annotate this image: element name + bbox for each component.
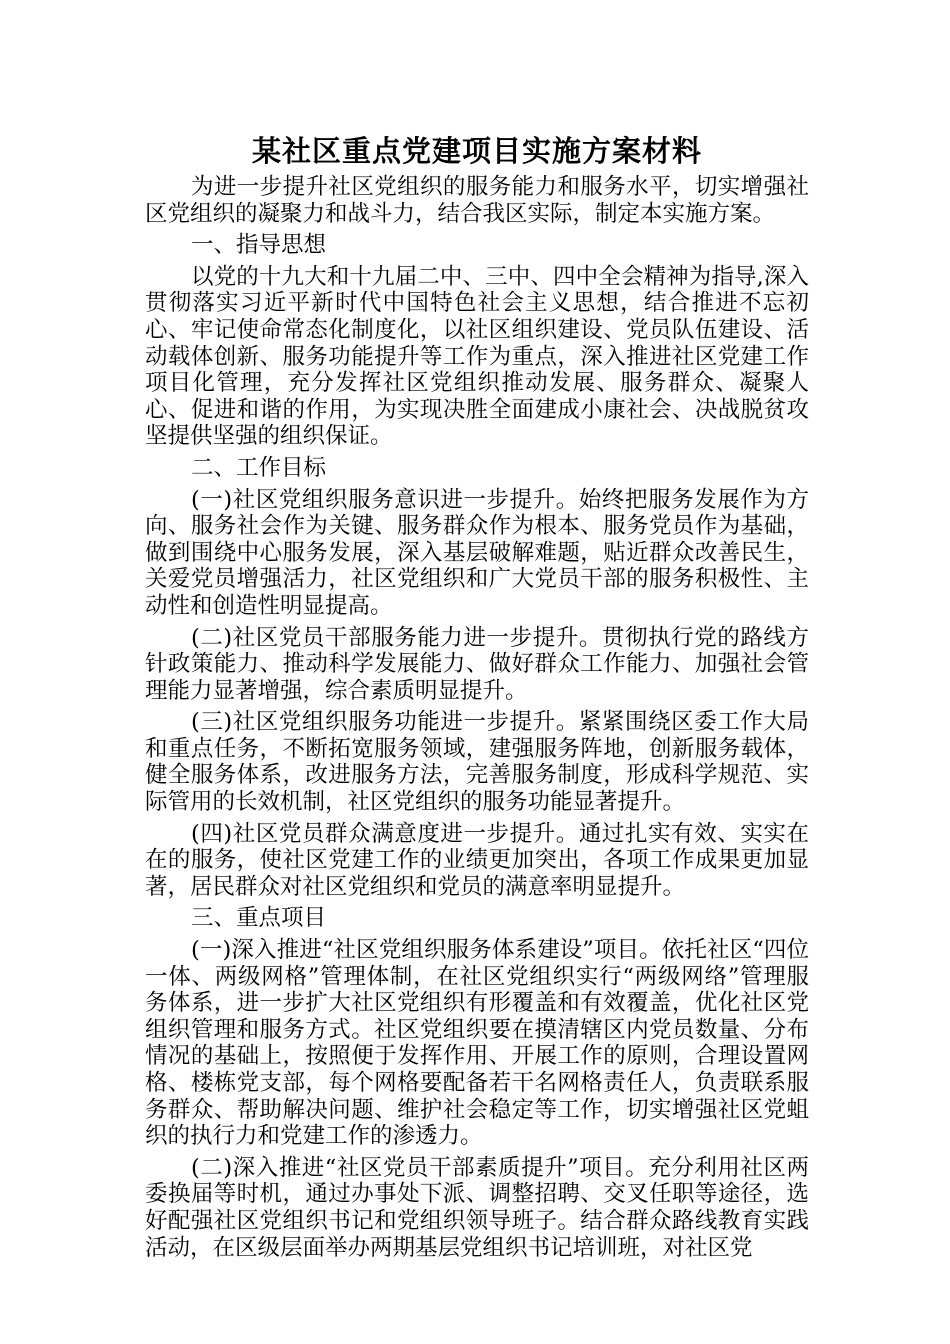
document-page <box>145 130 809 1266</box>
section-heading-key-projects: 三、重点项目 <box>191 905 327 932</box>
guiding-thought-paragraph: 以党的十九大和十九届二中、三中、四中全会精神为指导,深入贯彻落实习近平新时代中国特色社会主义思想，结合推进不忘初心、牢记使命常态化制度化，以社区组织建设、党员队伍建设、活动载体创新、服务功能提升等工作为重点，深入推进社区党建工作项目化管理，充分发挥社区党组织推动发展、服务群众、凝聚人心、促进和谐的作用，为实现决胜全面建成小康社会、决战脱贫攻坚提供坚强的组织保证。 <box>145 263 809 450</box>
goal-paragraph-4: (四)社区党员群众满意度进一步提升。通过扎实有效、实实在在的服务，使社区党建工作的业绩更加突出，各项工作成果更加显著，居民群众对社区党组织和党员的满意率明显提升。 <box>145 820 809 900</box>
section-heading-guiding-thought: 一、指导思想 <box>191 232 327 259</box>
section-heading-work-goals: 二、工作目标 <box>191 454 327 481</box>
document-title: 某社区重点党建项目实施方案材料 <box>251 134 702 168</box>
project-paragraph-2: (二)深入推进“社区党员干部素质提升”项目。充分利用社区两委换届等时机，通过办事处下派、调整招聘、交叉任职等途径，选好配强社区党组织书记和党组织领导班子。结合群众路线教育实践活动，在区级层面举办两期基层党组织书记培训班，对社区党 <box>145 1154 809 1261</box>
document-body <box>145 174 809 1261</box>
project-paragraph-1: (一)深入推进“社区党组织服务体系建设”项目。依托社区“四位一体、两级网格”管理体制，在社区党组织实行“两级网络”管理服务体系，进一步扩大社区党组织有形覆盖和有效覆盖，优化社区党组织管理和服务方式。社区党组织要在摸清辖区内党员数量、分布情况的基础上，按照便于发挥作用、开展工作的原则，合理设置网格、楼栋党支部，每个网格要配备若干名网格责任人，负责联系服务群众、帮助解决问题、维护社会稳定等工作，切实增强社区党蛆织的执行力和党建工作的渗透力。 <box>145 937 809 1150</box>
intro-paragraph: 为进一步提升社区党组织的服务能力和服务水平，切实增强社区党组织的凝聚力和战斗力，结合我区实际，制定本实施方案。 <box>145 174 809 227</box>
goal-paragraph-3: (三)社区党组织服务功能进一步提升。紧紧围绕区委工作大局和重点任务，不断拓宽服务领域，建强服务阵地，创新服务载体，健全服务体系，改进服务方法，完善服务制度，形成科学规范、实际管用的长效机制，社区党组织的服务功能显著提升。 <box>145 709 809 816</box>
goal-paragraph-1: (一)社区党组织服务意识进一步提升。始终把服务发展作为方向、服务社会作为关键、服务群众作为根本、服务党员作为基础，做到围绕中心服务发展，深入基层破解难题，贴近群众改善民生，关爱党员增强活力，社区党组织和广大党员干部的服务积极性、主动性和创造性明显提高。 <box>145 486 809 619</box>
goal-paragraph-2: (二)社区党员干部服务能力进一步提升。贯彻执行党的路线方针政策能力、推动科学发展能力、做好群众工作能力、加强社会管理能力显著增强，综合素质明显提升。 <box>145 624 809 704</box>
